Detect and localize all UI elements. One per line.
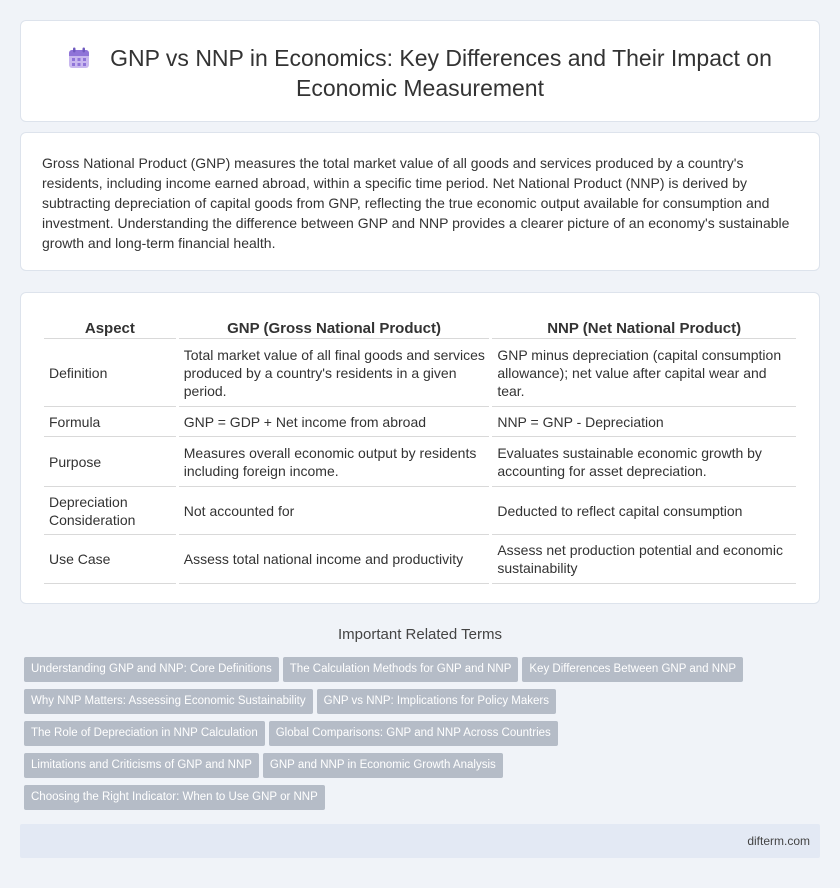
tag-row [24, 785, 824, 817]
footer-site-link[interactable]: difterm.com [747, 834, 810, 848]
tag-row [24, 753, 824, 785]
table-cell: Assess total national income and productivity [179, 535, 490, 584]
related-term-link[interactable]: GNP and NNP in Economic Growth Analysis [263, 753, 503, 778]
tag-row [24, 689, 824, 721]
table-cell: NNP = GNP - Depreciation [492, 407, 796, 437]
related-term-link[interactable]: Why NNP Matters: Assessing Economic Sustainability [24, 689, 313, 714]
table-cell: Measures overall economic output by residents including foreign income. [179, 437, 490, 487]
intro-card [20, 132, 820, 271]
comparison-table [41, 313, 799, 584]
table-row [44, 339, 796, 407]
table-cell: Use Case [44, 535, 176, 584]
page-title [21, 43, 819, 103]
table-cell: GNP minus depreciation (capital consumption allowance); net value after capital wear and tear. [492, 339, 796, 407]
tag-row [24, 721, 824, 753]
table-row [44, 437, 796, 487]
related-term-link[interactable]: GNP vs NNP: Implications for Policy Makers [317, 689, 556, 714]
related-term-link[interactable]: Choosing the Right Indicator: When to Use GNP or NNP [24, 785, 325, 810]
table-cell: Not accounted for [179, 487, 490, 535]
related-term-link[interactable]: Global Comparisons: GNP and NNP Across Countries [269, 721, 558, 746]
intro-paragraph: Gross National Product (GNP) measures the total market value of all goods and services produced by a country's residents, including income earned abroad, within a specific time period. Net National Product (NNP) is derived by subtracting depreciation of capital goods from GNP, reflecting the true economic output available for consumption and investment. Understanding the difference between GNP and NNP provides a clearer picture of an economy's sustainable growth and long-term financial health. [42, 155, 790, 251]
table-cell: Assess net production potential and economic sustainability [492, 535, 796, 584]
page-title-text: GNP vs NNP in Economics: Key Differences and Their Impact on Economic Measurement [110, 45, 772, 101]
header-nnp: NNP (Net National Product) [492, 313, 796, 339]
table-cell: Purpose [44, 437, 176, 487]
related-term-link[interactable]: The Calculation Methods for GNP and NNP [283, 657, 519, 682]
table-cell: GNP = GDP + Net income from abroad [179, 407, 490, 437]
table-row [44, 535, 796, 584]
calendar-icon [68, 47, 90, 69]
table-row [44, 407, 796, 437]
table-cell: Evaluates sustainable economic growth by accounting for asset depreciation. [492, 437, 796, 487]
related-term-link[interactable]: Understanding GNP and NNP: Core Definitions [24, 657, 279, 682]
table-row [44, 487, 796, 535]
table-cell: Formula [44, 407, 176, 437]
header-aspect: Aspect [44, 313, 176, 339]
related-terms-list [24, 657, 824, 817]
tag-row [24, 657, 824, 689]
table-cell: Total market value of all final goods and services produced by a country's residents in a given period. [179, 339, 490, 407]
related-term-link[interactable]: Limitations and Criticisms of GNP and NNP [24, 753, 259, 778]
title-card [20, 20, 820, 122]
footer [20, 824, 820, 858]
header-gnp: GNP (Gross National Product) [179, 313, 490, 339]
table-cell: Definition [44, 339, 176, 407]
related-term-link[interactable]: Key Differences Between GNP and NNP [522, 657, 743, 682]
comparison-card [20, 292, 820, 604]
table-cell: Depreciation Consideration [44, 487, 176, 535]
table-cell: Deducted to reflect capital consumption [492, 487, 796, 535]
related-terms-title: Important Related Terms [338, 626, 502, 643]
related-term-link[interactable]: The Role of Depreciation in NNP Calculation [24, 721, 265, 746]
table-header-row [44, 313, 796, 339]
